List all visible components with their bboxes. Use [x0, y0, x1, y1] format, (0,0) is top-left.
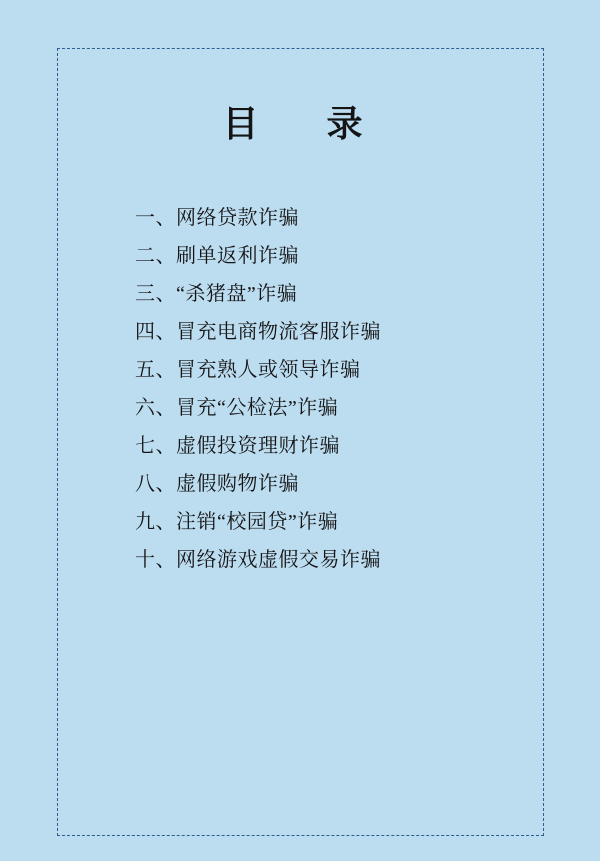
list-item: 二、刷单返利诈骗 — [135, 245, 299, 267]
list-item: 三、“杀猪盘”诈骗 — [135, 283, 298, 305]
page-title: 目 录 — [222, 104, 379, 144]
list-item: 四、冒充电商物流客服诈骗 — [135, 321, 381, 343]
list-item: 五、冒充熟人或领导诈骗 — [135, 359, 361, 381]
page-content — [57, 48, 544, 836]
list-item: 六、冒充“公检法”诈骗 — [135, 397, 339, 419]
list-item: 九、注销“校园贷”诈骗 — [135, 511, 339, 533]
list-item: 八、虚假购物诈骗 — [135, 473, 299, 495]
list-item: 十、网络游戏虚假交易诈骗 — [135, 549, 381, 571]
table-of-contents — [57, 199, 544, 579]
list-item: 七、虚假投资理财诈骗 — [135, 435, 340, 457]
list-item: 一、网络贷款诈骗 — [135, 207, 299, 229]
